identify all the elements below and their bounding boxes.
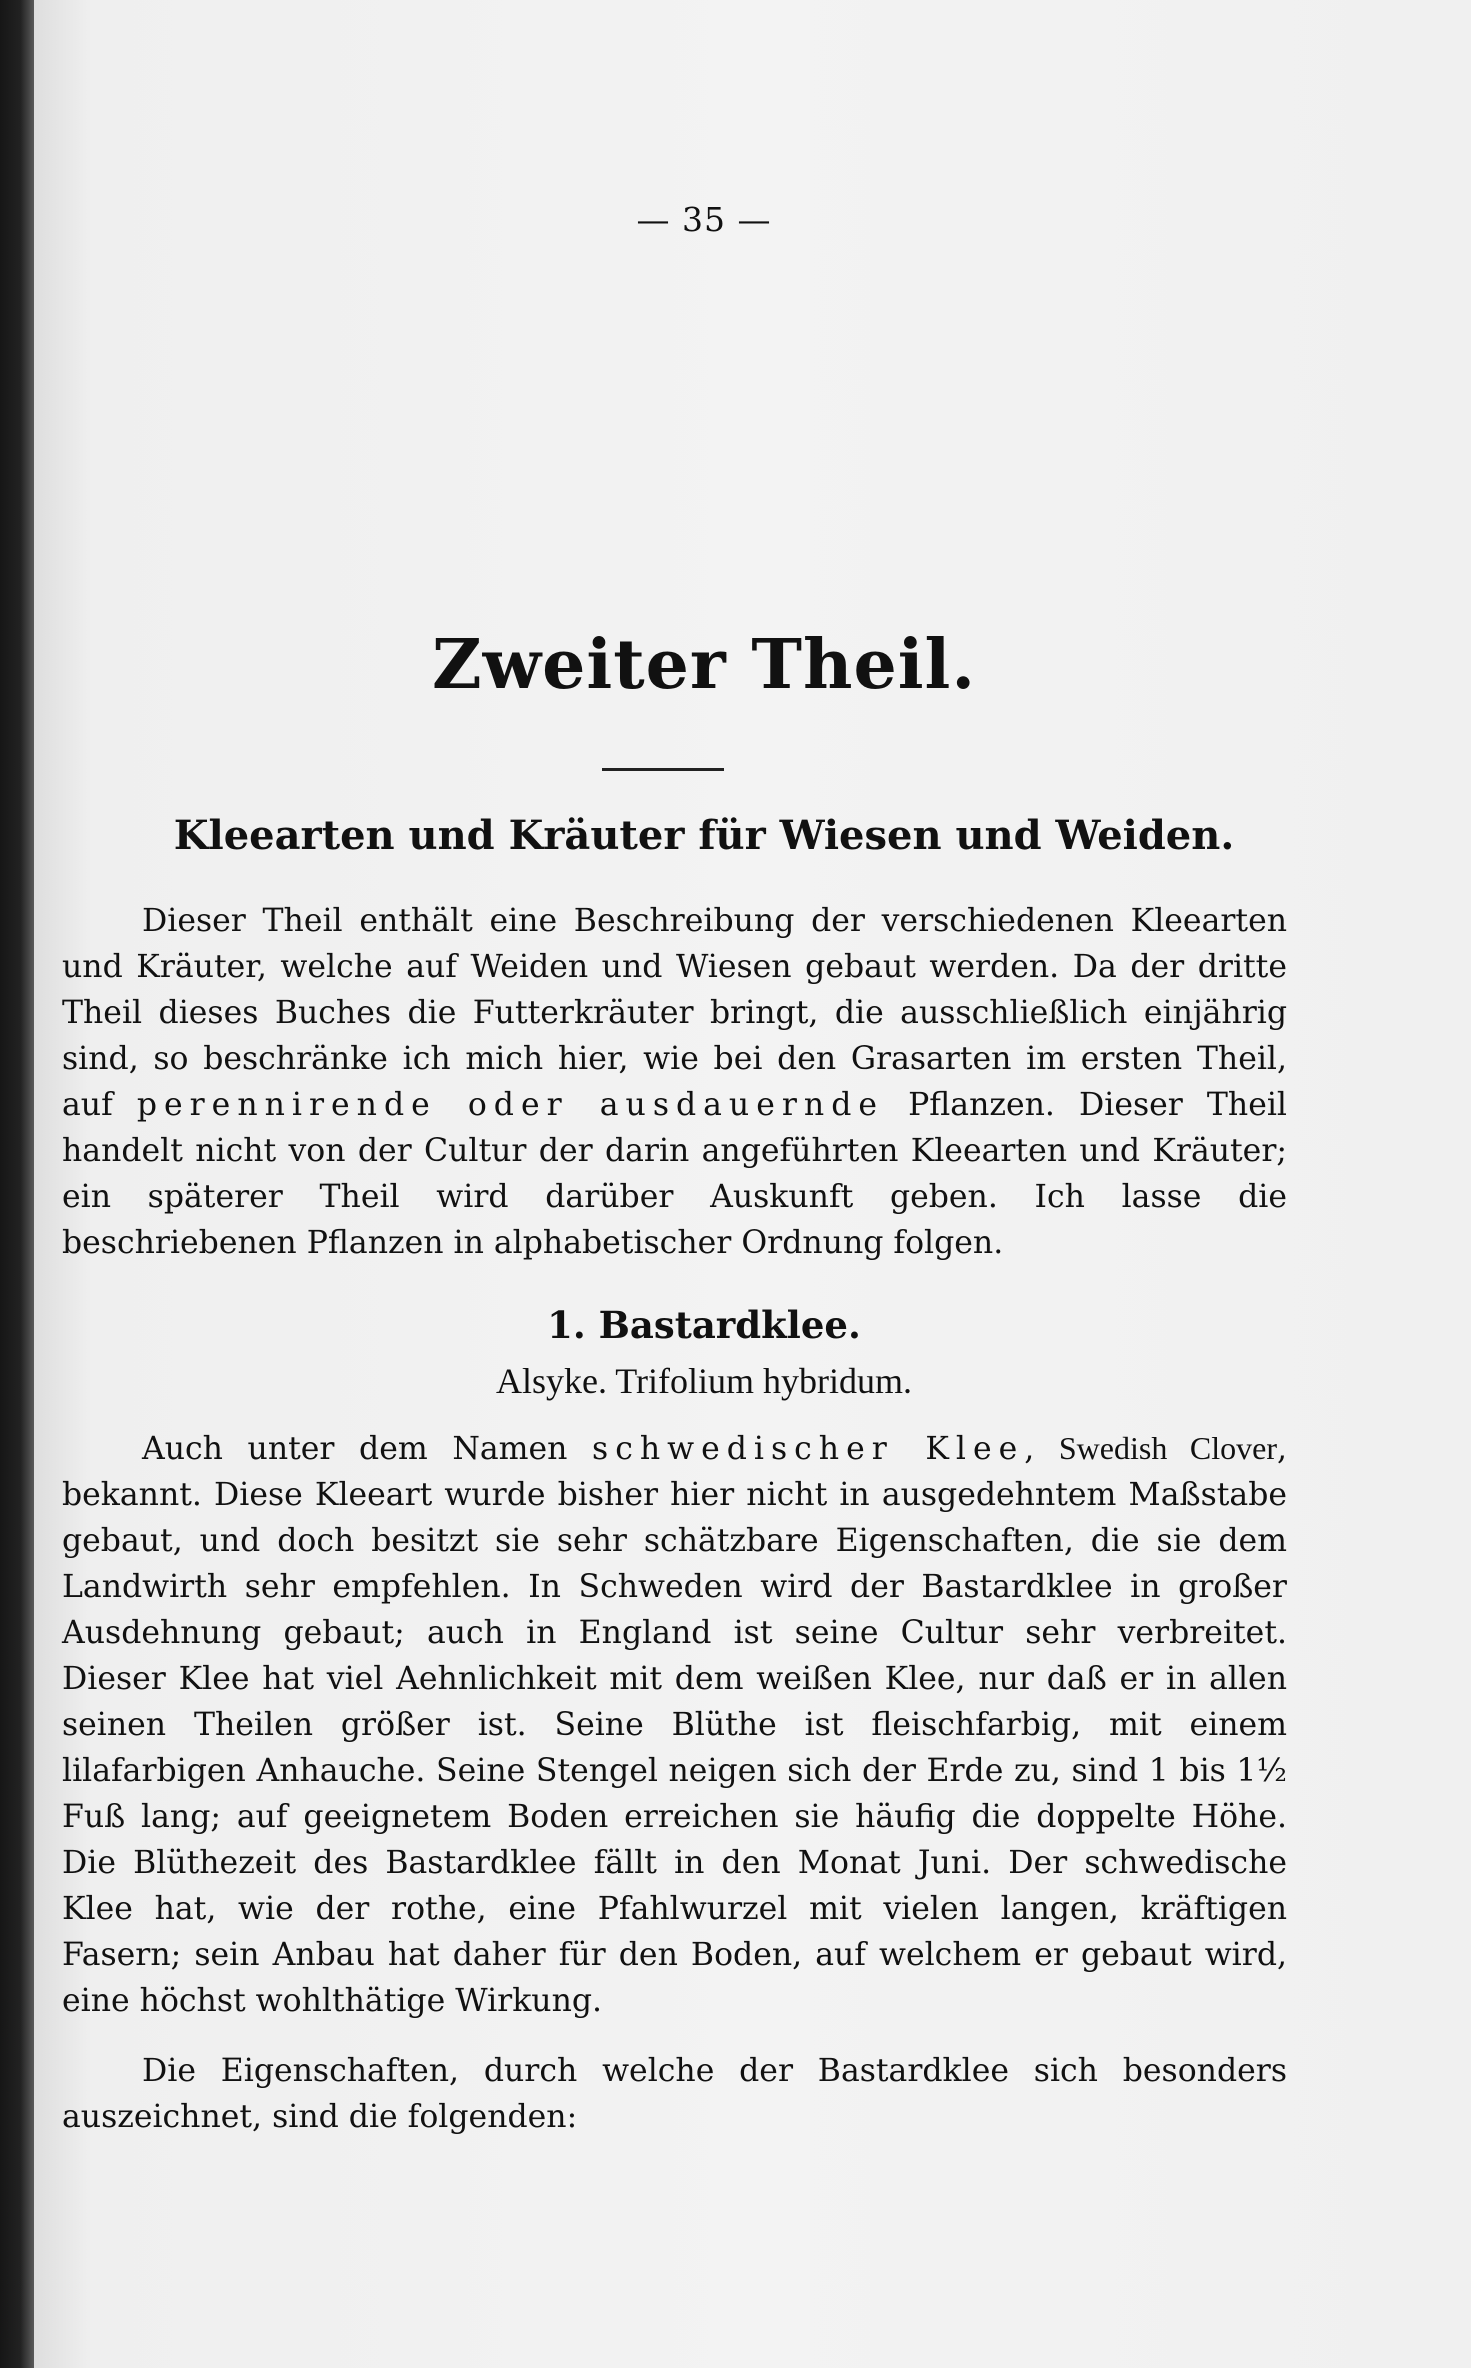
- title-divider: [602, 768, 724, 771]
- entry-subtitle: Alsyke. Trifolium hybridum.: [495, 1361, 913, 1401]
- entry-text-1-latin: Swedish Clover: [1058, 1430, 1277, 1466]
- intro-paragraph: [62, 898, 1287, 1266]
- entry-text-1-part-2: ,: [1024, 1431, 1059, 1467]
- section-title: Kleearten und Kräuter für Wiesen und Weiden.: [173, 812, 1235, 859]
- entry-paragraph-1: [62, 1425, 1287, 2024]
- entry-text-1-part-1: Auch unter dem Namen: [142, 1431, 593, 1467]
- entry-paragraph-2: [62, 2048, 1287, 2140]
- intro-text-part-1: Dieser Theil enthält eine Beschreibung der verschiedenen Kleearten und Kräuter, welche auf Weiden und Wiesen gebaut werden. Da der dritte Theil dieses Buches die Futterkräuter bringt, die ausschließlich einjährig sind, so beschränke ich mich hier, wie bei den Grasarten im ersten Theil, auf: [62, 903, 1287, 1123]
- entry-text-1-part-3: , bekannt. Diese Kleeart wurde bisher hier nicht in ausgedehntem Maßstabe gebaut, und doch besitzt sie sehr schätzbare Eigenschaften, die sie dem Landwirth sehr empfehlen. In Schweden wird der Bastardklee in großer Ausdehnung gebaut; auch in England ist seine Cultur sehr verbreitet. Dieser Klee hat viel Aehnlichkeit mit dem weißen Klee, nur daß er in allen seinen Theilen größer ist. Seine Blüthe ist fleischfarbig, mit einem lilafarbigen Anhauche. Seine Stengel neigen sich der Erde zu, sind 1 bis 1½ Fuß lang; auf geeignetem Boden erreichen sie häufig die doppelte Höhe. Die Blüthezeit des Bastardklee fällt in den Monat Juni. Der schwedische Klee hat, wie der rothe, eine Pfahlwurzel mit vielen langen, kräftigen Fasern; sein Anbau hat daher für den Boden, auf welchem er gebaut wird, eine höchst wohlthätige Wirkung.: [62, 1431, 1288, 2019]
- entry-title: 1. Bastardklee.: [547, 1303, 861, 1347]
- entry-text-2: Die Eigenschaften, durch welche der Bastardklee sich besonders auszeichnet, sind die folgenden:: [62, 2053, 1287, 2135]
- page-number: — 35 —: [636, 200, 772, 239]
- book-page: [34, 0, 1471, 2368]
- part-title: Zweiter Theil.: [431, 625, 977, 705]
- entry-text-1-emphasis: schwedischer Klee: [592, 1431, 1025, 1467]
- entry-text-1: [62, 1425, 1287, 2024]
- intro-text-emphasis: perennirende oder ausdauernde: [136, 1087, 885, 1123]
- intro-text: [62, 898, 1287, 1266]
- page-gutter-shadow: [0, 0, 34, 2368]
- intro-text-part-2: Pflanzen. Dieser Theil handelt nicht von der Cultur der darin angeführten Kleearten und Kräuter; ein späterer Theil wird darüber Auskunft geben. Ich lasse die beschriebenen Pflanzen in alphabetischer Ordnung folgen.: [62, 1087, 1287, 1261]
